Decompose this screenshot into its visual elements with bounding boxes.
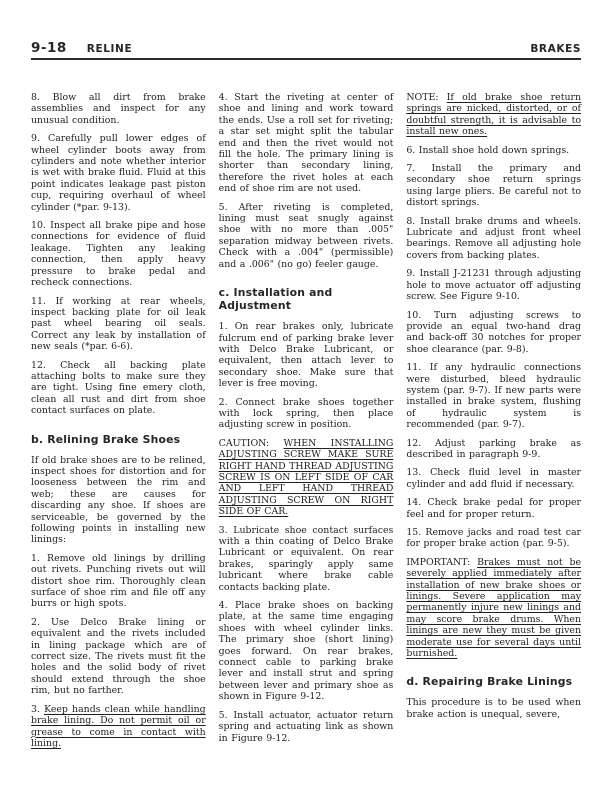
paragraph xyxy=(406,145,581,156)
paragraph xyxy=(219,397,394,431)
paragraph xyxy=(406,92,581,138)
text-segment: 4. Start the riveting at center of shoe and lining and work toward the ends. Use a roll set for riveting; a star set might split the tabular end and then the rivet would not fill the hole. The primary lining is shorter than secondary lining, therefore the rivet holes at each end of shoe rim are not used. xyxy=(218,92,394,195)
paragraph xyxy=(31,704,206,750)
text-segment: 4. Place brake shoes on backing plate, at the same time engaging shoes with wheel cylinder links. The primary shoe (short lining) goes forward. On rear brakes, connect cable to parking brake lever and install strut and spring between lever and primary shoe as shown in Figure 9-12. xyxy=(218,600,394,703)
paragraph xyxy=(219,710,394,744)
paragraph xyxy=(31,92,206,126)
paragraph xyxy=(406,216,581,262)
underlined-text: If old brake shoe return springs are nicked, distorted, or of doubtful strength, it is advisable to install new ones. xyxy=(406,92,582,138)
text-segment: 9. Carefully pull lower edges of wheel cylinder boots away from cylinders and note whether interior is wet with brake fluid. Fluid at this point indicates leakage past piston cup, requiring overhaul of wheel cylinder (*par. 9-13). xyxy=(31,133,206,213)
column-1 xyxy=(31,92,206,756)
text-segment: This procedure is to be used when brake action is unequal, severe, xyxy=(406,697,582,720)
paragraph xyxy=(219,202,394,270)
text-segment: 10. Inspect all brake pipe and hose connections for evidence of fluid leakage. Tighten any leaking connection, then apply heavy pressure to brake pedal and recheck connections. xyxy=(31,220,206,289)
header-section-title: RELINE xyxy=(86,43,133,55)
paragraph xyxy=(406,268,581,302)
text-segment: 5. Install actuator, actuator return spring and actuating link as shown in Figure 9-12. xyxy=(218,709,394,744)
text-segment: 11. If any hydraulic connections were disturbed, bleed hydraulic system (par. 9-7). If new parts were installed in brake system, flushing of hydraulic system is recommended (par. 9-7). xyxy=(406,362,582,431)
text-segment: 15. Remove jacks and road test car for proper brake action (par. 9-5). xyxy=(406,527,582,550)
text-segment: CAUTION: xyxy=(218,437,284,449)
paragraph xyxy=(31,296,206,353)
paragraph xyxy=(31,133,206,213)
text-segment: 5. After riveting is completed, lining must seat snugly against shoe with no more than .005" separation midway between rivets. Check with a .004" (permissible) and a .006" (no go) feeler gauge. xyxy=(218,201,394,270)
text-segment: 6. Install shoe hold down springs. xyxy=(406,144,570,156)
text-segment: 2. Connect brake shoes together with lock spring, then place adjusting screw in position. xyxy=(218,396,394,431)
text-segment: 1. On rear brakes only, lubricate fulcrum end of parking brake lever with Delco Brake Lubricant, or equivalent, then attach lever to secondary shoe. Make sure that lever is free moving. xyxy=(218,321,394,390)
page-number: 9-18 xyxy=(31,40,67,56)
column-3 xyxy=(406,92,581,756)
page-header xyxy=(31,40,581,60)
text-segment: NOTE: xyxy=(406,92,447,103)
text-segment: 12. Adjust parking brake as described in paragraph 9-9. xyxy=(406,437,582,460)
underlined-text: Keep hands clean while handling brake lining. Do not permit oil or grease to come in contact with lining. xyxy=(31,703,206,749)
paragraph xyxy=(31,220,206,288)
text-columns xyxy=(31,92,581,756)
paragraph xyxy=(406,697,581,720)
text-segment: 1. Remove old linings by drilling out rivets. Punching rivets out will distort shoe rim. Thoroughly clean surface of shoe rim and file off any burrs or high spots. xyxy=(31,552,206,610)
column-2 xyxy=(219,92,394,756)
text-segment: 7. Install the primary and secondary shoe return springs using large pliers. Be careful not to distort springs. xyxy=(406,163,582,209)
text-segment: If old brake shoes are to be relined, inspect shoes for distortion and for looseness between the rim and web; these are causes for discarding any shoe. If shoes are serviceable, be governed by the following points in installing new linings: xyxy=(31,454,206,546)
text-segment: 2. Use Delco Brake lining or equivalent and the rivets included in lining package which are of correct size. The rivets must fit the holes and the solid body of rivet should extend through the shoe rim, but no farther. xyxy=(31,616,206,697)
paragraph xyxy=(406,557,581,660)
section-heading: d. Repairing Brake Linings xyxy=(406,675,573,689)
text-segment: 8. Blow all dirt from brake assemblies and inspect for any unusual condition. xyxy=(31,92,206,126)
paragraph xyxy=(406,497,581,520)
paragraph xyxy=(31,617,206,697)
paragraph xyxy=(31,360,206,417)
text-segment: 8. Install brake drums and wheels. Lubricate and adjust front wheel bearings. Remove all adjusting hole covers from backing plates. xyxy=(406,215,582,261)
paragraph xyxy=(406,362,581,430)
section-heading: b. Relining Brake Shoes xyxy=(31,432,181,446)
text-segment: IMPORTANT: xyxy=(406,556,478,568)
paragraph xyxy=(219,525,394,593)
text-segment: 3. xyxy=(31,703,45,715)
text-segment: 14. Check brake pedal for proper feel and for proper return. xyxy=(406,497,582,520)
text-segment: 3. Lubricate shoe contact surfaces with a thin coating of Delco Brake Lubricant or equivalent. On rear brakes, sparingly apply same lubricant where brake cable contacts backing plate. xyxy=(218,524,394,593)
header-chapter-title: BRAKES xyxy=(530,43,581,55)
paragraph xyxy=(219,438,394,518)
paragraph xyxy=(406,438,581,461)
text-segment: 12. Check all backing plate attaching bolts to make sure they are tight. Using fine emery cloth, clean all rust and dirt from shoe contact surfaces on plate. xyxy=(31,359,206,417)
text-segment: 9. Install J-21231 through adjusting hole to move actuator off adjusting screw. See Figure 9-10. xyxy=(406,268,582,303)
paragraph xyxy=(219,321,394,389)
paragraph xyxy=(406,527,581,550)
paragraph xyxy=(219,92,394,195)
text-segment: 13. Check fluid level in master cylinder and add fluid if necessary. xyxy=(406,467,582,490)
underlined-text: Brakes must not be severely applied immediately after installation of new brake shoes or linings. Severe application may permanently injure new linings and may score brake drums. When linings are new they must be given moderate use for several days until burnished. xyxy=(406,556,582,660)
paragraph xyxy=(31,455,206,546)
header-left xyxy=(31,40,132,56)
paragraph xyxy=(219,600,394,703)
paragraph xyxy=(406,163,581,209)
paragraph xyxy=(406,310,581,356)
text-segment: 10. Turn adjusting screws to provide an equal two-hand drag and back-off 30 notches for proper shoe clearance (par. 9-8). xyxy=(406,309,582,355)
underlined-text: WHEN INSTALLING ADJUSTING SCREW MAKE SURE RIGHT HAND THREAD ADJUSTING SCREW IS ON LEFT SIDE OF CAR AND LEFT HAND THREAD ADJUSTING SCREW ON RIGHT SIDE OF CAR. xyxy=(218,437,394,518)
text-segment: 11. If working at rear wheels, inspect backing plate for oil leak past wheel bearing oil seals. Correct any leak by installation of new seals (*par. 6-6). xyxy=(31,295,206,353)
section-heading: c. Installation and Adjustment xyxy=(218,286,333,313)
paragraph xyxy=(31,553,206,610)
paragraph xyxy=(406,467,581,490)
